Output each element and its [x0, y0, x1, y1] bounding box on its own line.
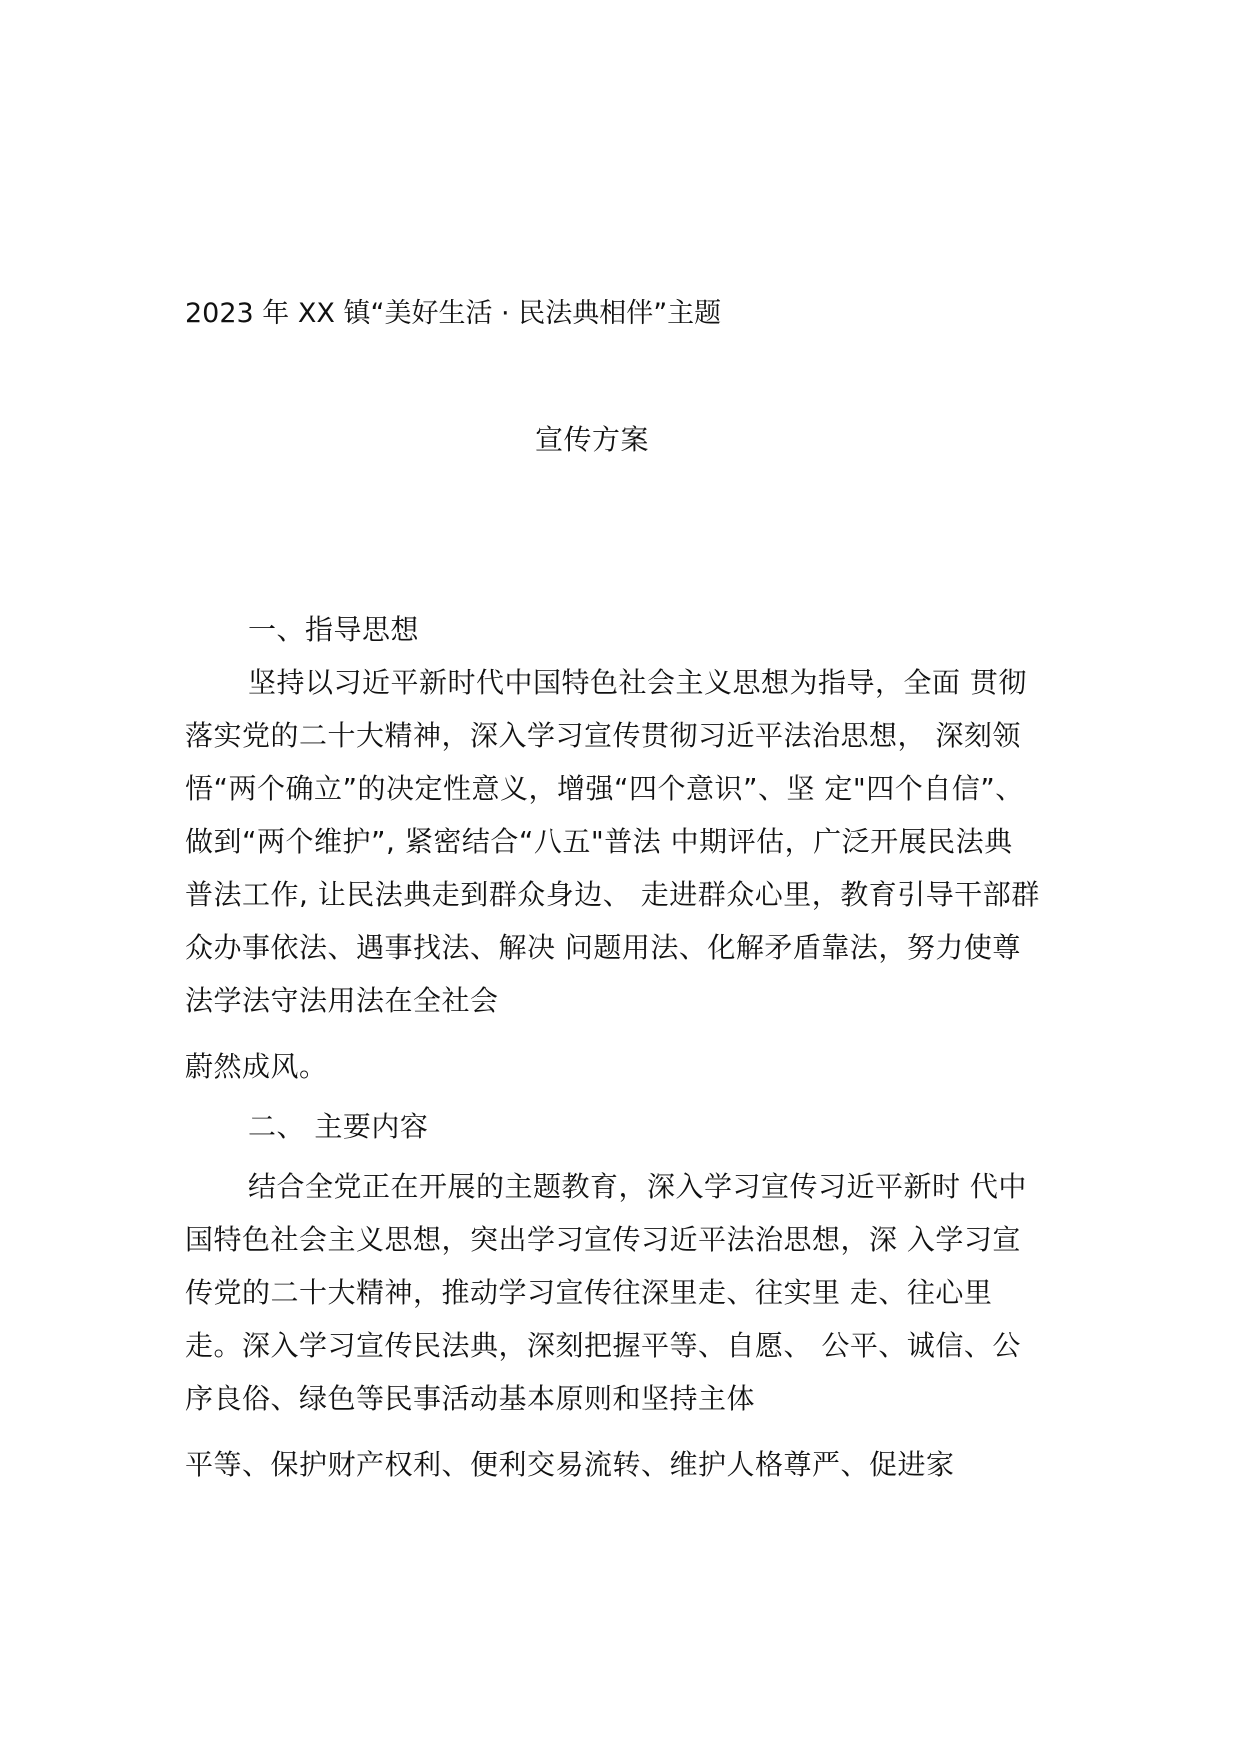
paragraph-line: 国特色社会主义思想，突出学习宣传习近平法治思想，深 入学习宣 — [185, 1223, 1021, 1256]
document-title-line-2: 宣传方案 — [535, 423, 650, 456]
section-heading-main-content: 二、 主要内容 — [248, 1110, 429, 1143]
paragraph-line: 走。深入学习宣传民法典，深刻把握平等、自愿、 公平、诚信、公 — [185, 1329, 1021, 1362]
paragraph-line: 序良俗、绿色等民事活动基本原则和坚持主体 — [185, 1382, 756, 1415]
section-heading-guiding-ideology: 一、指导思想 — [248, 613, 420, 646]
paragraph-line: 平等、保护财产权利、便利交易流转、维护人格尊严、促进家 — [185, 1448, 955, 1481]
paragraph-line: 悟“两个确立”的决定性意义，增强“四个意识”、坚 定"四个自信”、 — [185, 772, 1024, 805]
paragraph-line: 蔚然成风。 — [185, 1050, 328, 1083]
paragraph-line: 落实党的二十大精神，深入学习宣传贯彻习近平法治思想， 深刻领 — [185, 719, 1021, 752]
paragraph-line: 坚持以习近平新时代中国特色社会主义思想为指导，全面 贯彻 — [248, 666, 1027, 699]
paragraph-line: 普法工作, 让民法典走到群众身边、 走进群众心里，教育引导干部群 — [185, 878, 1040, 911]
paragraph-line: 做到“两个维护”, 紧密结合“八五"普法 中期评估，广泛开展民法典 — [185, 825, 1013, 858]
document-title-line-1: 2023 年 XX 镇“美好生活 · 民法典相伴”主题 — [185, 298, 722, 329]
paragraph-line: 结合全党正在开展的主题教育，深入学习宣传习近平新时 代中 — [248, 1170, 1027, 1203]
paragraph-line: 传党的二十大精神，推动学习宣传往深里走、往实里 走、往心里 — [185, 1276, 993, 1309]
paragraph-line: 众办事依法、遇事找法、解决 问题用法、化解矛盾靠法，努力使尊 — [185, 931, 1021, 964]
paragraph-line: 法学法守法用法在全社会 — [185, 984, 499, 1017]
